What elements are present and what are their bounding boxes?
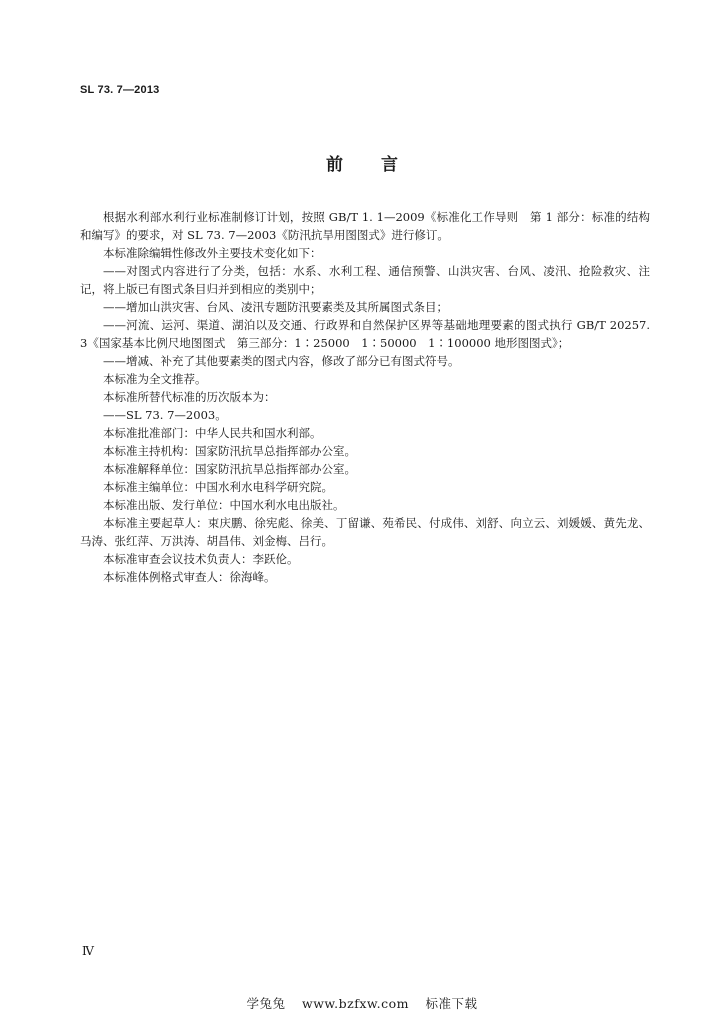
paragraph-approval: 本标准批准部门：中华人民共和国水利部。 bbox=[103, 426, 322, 440]
paragraph-host-org: 本标准主持机构：国家防汛抗旱总指挥部办公室。 bbox=[103, 444, 356, 458]
paragraph-change-3: ——河流、运河、渠道、湖泊以及交通、行政界和自然保护区界等基础地理要素的图式执行 GB/T 20257. 3《国家基本比例尺地图图式 第三部分：1∶25000 1∶50000 1∶100000 地形图图式》； bbox=[80, 318, 650, 350]
paragraph-publisher: 本标准出版、发行单位：中国水利水电出版社。 bbox=[103, 498, 345, 512]
paragraph-format-reviewer: 本标准体例格式审查人：徐海峰。 bbox=[103, 570, 276, 584]
watermark-slogan: 标准下载 bbox=[425, 996, 478, 1011]
paragraph-change-2: ——增加山洪灾害、台风、凌汛专题防汛要素类及其所属图式条目； bbox=[103, 300, 448, 314]
paragraph-recommendation: 本标准为全文推荐。 bbox=[103, 372, 207, 386]
paragraph-previous-version-item: ——SL 73. 7—2003。 bbox=[103, 408, 227, 422]
watermark-url[interactable]: www.bzfxw.com bbox=[302, 996, 409, 1011]
page-title: 前言 bbox=[326, 155, 436, 175]
paragraph-technical-lead: 本标准审查会议技术负责人：李跃伦。 bbox=[103, 552, 299, 566]
document-body bbox=[80, 208, 650, 586]
paragraph-previous-versions: 本标准所替代标准的历次版本为： bbox=[103, 390, 276, 404]
paragraph-changes-heading: 本标准除编辑性修改外主要技术变化如下： bbox=[103, 246, 322, 260]
page-number: Ⅳ bbox=[82, 944, 94, 958]
watermark bbox=[0, 994, 724, 1012]
paragraph-chief-editor-org: 本标准主编单位：中国水利水电科学研究院。 bbox=[103, 480, 333, 494]
paragraph-intro: 根据水利部水利行业标准制修订计划，按照 GB/T 1. 1—2009《标准化工作导则 第 1 部分：标准的结构和编写》的要求，对 SL 73. 7—2003《防汛抗旱用图图式》进行修订。 bbox=[80, 210, 650, 242]
paragraph-interpretation-org: 本标准解释单位：国家防汛抗旱总指挥部办公室。 bbox=[103, 462, 356, 476]
watermark-site-name: 学兔兔 bbox=[246, 996, 286, 1011]
header-code: SL 73. 7—2013 bbox=[80, 84, 160, 96]
paragraph-change-4: ——增减、补充了其他要素类的图式内容，修改了部分已有图式符号。 bbox=[103, 354, 460, 368]
paragraph-change-1: ——对图式内容进行了分类，包括：水系、水利工程、通信预警、山洪灾害、台风、凌汛、抢险救灾、注记，将上版已有图式条目归并到相应的类别中； bbox=[80, 264, 650, 296]
paragraph-drafters: 本标准主要起草人：束庆鹏、徐宪彪、徐美、丁留谦、苑希民、付成伟、刘舒、向立云、刘媛媛、黄先龙、马涛、张红萍、万洪涛、胡昌伟、刘金梅、吕行。 bbox=[80, 516, 650, 548]
